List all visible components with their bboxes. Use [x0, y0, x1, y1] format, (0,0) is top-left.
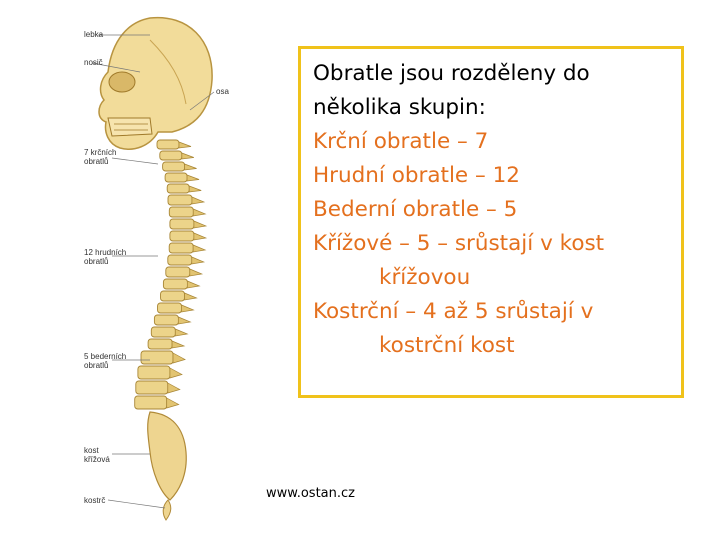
vertebra — [141, 351, 173, 364]
sacrum — [148, 412, 187, 500]
item-krizove-cont: křížovou — [379, 265, 471, 290]
heading-line-1: Obratle jsou rozděleny do — [313, 61, 590, 86]
spinous-process — [190, 269, 202, 276]
spinous-process — [167, 398, 179, 408]
spinous-process — [187, 281, 199, 288]
vertebra — [170, 219, 194, 229]
spinous-process — [173, 353, 185, 363]
source-url: www.ostan.cz — [266, 486, 355, 501]
vertebra — [161, 291, 185, 301]
item-krcni: Krční obratle – 7 — [313, 129, 489, 154]
spinous-process — [178, 317, 190, 324]
label-hrudni-obratle: 12 hrudních obratlů — [84, 248, 127, 266]
item-hrudni: Hrudní obratle – 12 — [313, 163, 520, 188]
vertebra — [138, 366, 170, 379]
skull — [99, 18, 212, 150]
vertebra — [170, 231, 194, 241]
vertebra — [163, 279, 187, 289]
coccyx — [163, 500, 171, 520]
spinous-process — [170, 368, 182, 378]
label-kost-krizova: kost křížová — [84, 446, 110, 464]
spine-drawing — [0, 0, 300, 540]
vertebra — [158, 303, 182, 313]
label-kostrc: kostrč — [84, 496, 106, 505]
vertebra — [168, 255, 192, 265]
vertebra — [154, 315, 178, 325]
spinous-process — [193, 209, 205, 216]
label-osa: osa — [216, 87, 229, 96]
vertebra — [136, 381, 168, 394]
vertebra — [163, 162, 185, 171]
spinous-process — [194, 221, 206, 228]
item-kostrcni-cont: kostrční kost — [379, 333, 515, 358]
spinous-process — [168, 383, 180, 393]
spinous-process — [187, 175, 199, 181]
spinous-process — [181, 305, 193, 312]
spinous-process — [185, 164, 197, 170]
item-kostrcni: Kostrční – 4 až 5 srůstají v — [313, 299, 594, 324]
vertebra — [169, 243, 193, 253]
spinous-process — [182, 153, 194, 159]
info-text — [313, 57, 675, 363]
item-bederni: Bederní obratle – 5 — [313, 197, 518, 222]
vertebra — [168, 195, 192, 205]
spinous-process — [179, 142, 191, 148]
spinous-process — [185, 293, 197, 300]
vertebra — [135, 396, 167, 409]
spinous-process — [189, 186, 201, 192]
vertebrae-info-box — [298, 46, 684, 398]
spinous-process — [194, 233, 206, 240]
vertebra — [148, 339, 172, 349]
label-krcni-obratle: 7 krčních obratlů — [84, 148, 117, 166]
spinous-process — [192, 257, 204, 264]
vertebra — [151, 327, 175, 337]
spinous-process — [175, 329, 187, 336]
vertebra — [166, 267, 190, 277]
vertebral-column — [135, 140, 206, 409]
label-bederni-obratle: 5 bederních obratlů — [84, 352, 127, 370]
spine-illustration — [0, 0, 300, 540]
label-nosic: nosič — [84, 58, 103, 67]
spinous-process — [192, 197, 204, 204]
spinous-process — [193, 245, 205, 252]
vertebra — [160, 151, 182, 160]
label-lebka: lebka — [84, 30, 104, 39]
vertebra — [157, 140, 179, 149]
item-krizove: Křížové – 5 – srůstají v kost — [313, 231, 605, 256]
vertebra — [169, 207, 193, 217]
vertebra — [165, 173, 187, 182]
vertebra — [167, 184, 189, 193]
spinous-process — [172, 341, 184, 348]
heading-line-2: několika skupin: — [313, 95, 486, 120]
